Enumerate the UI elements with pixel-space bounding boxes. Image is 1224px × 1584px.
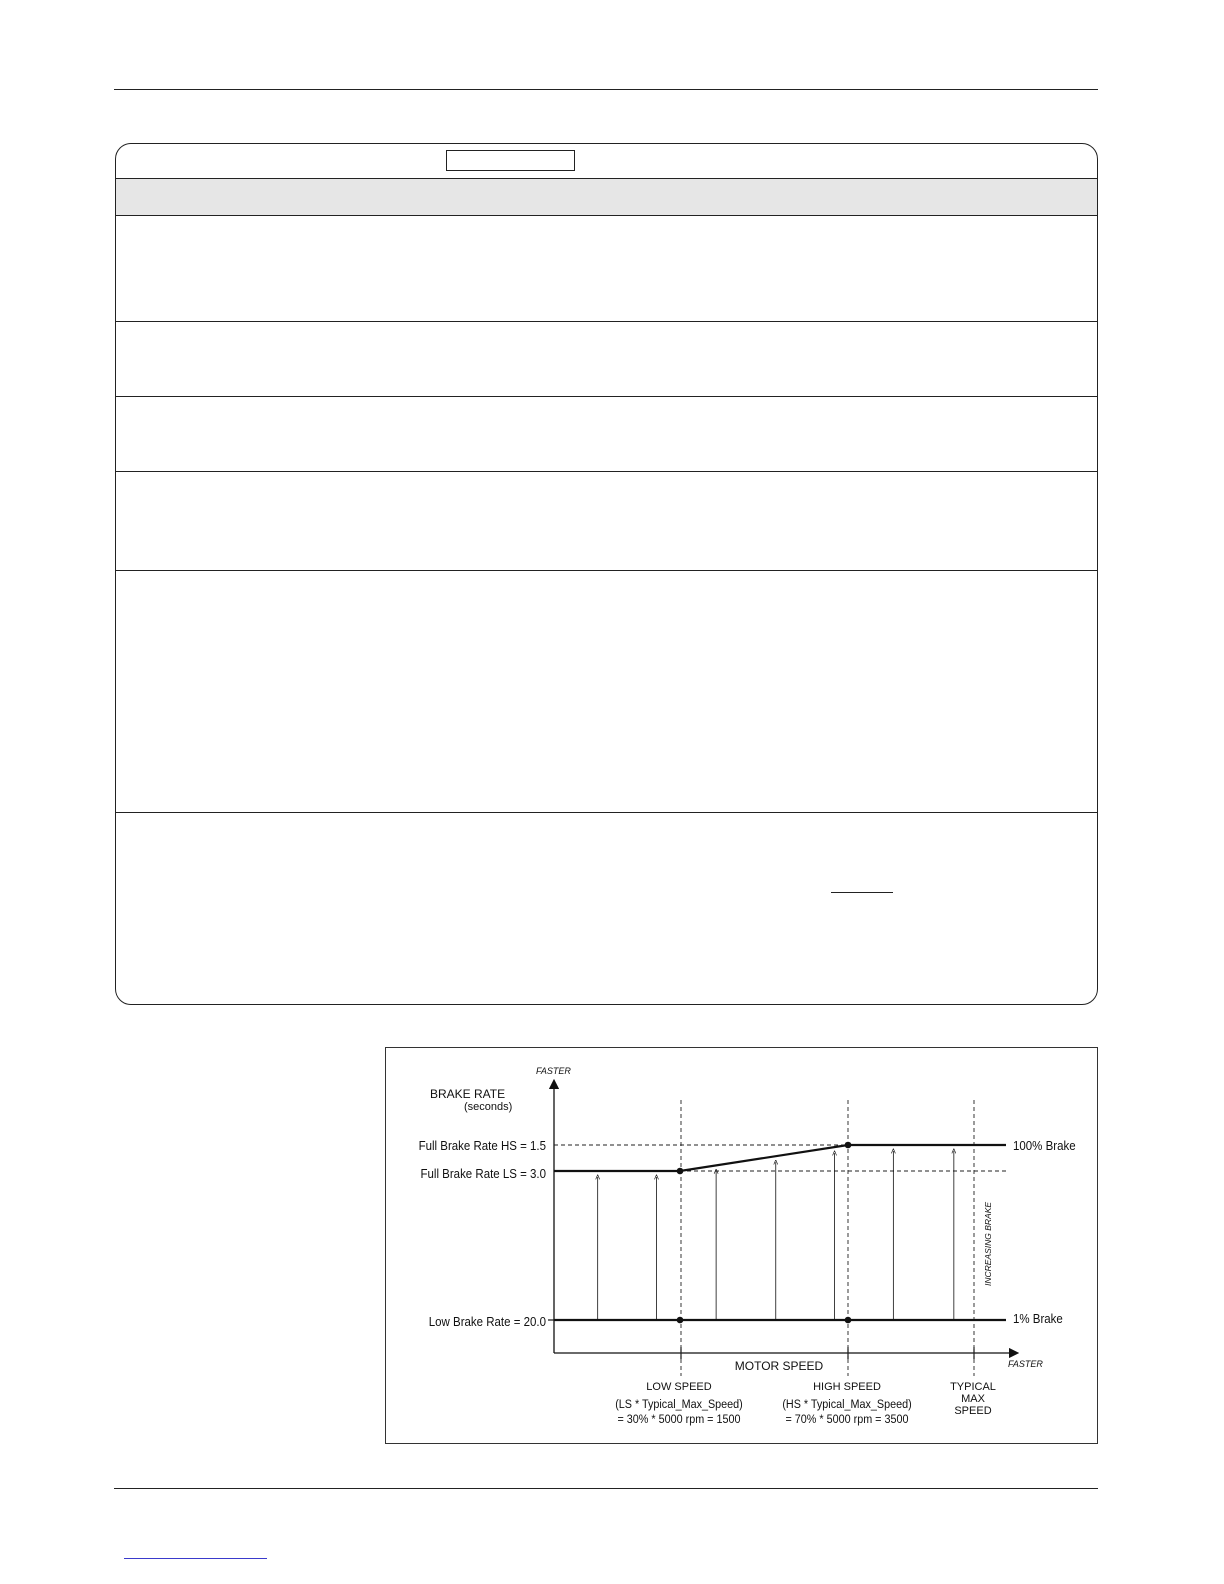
label-low-brake: Low Brake Rate = 20.0 [428, 1314, 546, 1330]
label-100-percent-brake: 100% Brake [1013, 1138, 1076, 1154]
y-axis-units: (seconds) [464, 1101, 513, 1113]
low-speed-formula: (LS * Typical_Max_Speed) [615, 1398, 743, 1412]
x-faster-label: FASTER [1008, 1359, 1043, 1369]
full-brake-rate-line [554, 1145, 1006, 1171]
label-full-brake-hs: Full Brake Rate HS = 1.5 [418, 1138, 546, 1154]
typical-max-speed-line2: MAX [961, 1393, 985, 1405]
table-row-divider [116, 321, 1097, 322]
footer-link-underline[interactable] [124, 1558, 267, 1559]
low-speed-label: LOW SPEED [646, 1381, 712, 1393]
table-title-box [446, 150, 575, 171]
high-speed-formula: (HS * Typical_Max_Speed) [782, 1398, 912, 1412]
label-1-percent-brake: 1% Brake [1013, 1311, 1063, 1327]
breakpoint-dot [677, 1317, 684, 1324]
table-header-band [116, 178, 1097, 216]
label-full-brake-ls: Full Brake Rate LS = 3.0 [420, 1166, 546, 1182]
header-rule [114, 89, 1098, 90]
high-speed-value: = 70% * 5000 rpm = 3500 [785, 1413, 909, 1427]
table-row-divider [116, 570, 1097, 571]
breakpoint-dots [677, 1142, 852, 1324]
breakpoint-dot [845, 1317, 852, 1324]
high-speed-label: HIGH SPEED [813, 1381, 881, 1393]
brake-rate-chart [386, 1048, 1099, 1445]
increasing-brake-note: INCREASING BRAKE [983, 1201, 993, 1287]
y-axis-title: BRAKE RATE [430, 1087, 506, 1101]
typical-max-speed-line3: SPEED [954, 1405, 992, 1417]
parameter-table [115, 143, 1098, 1005]
underlined-text-mark [831, 892, 893, 893]
low-speed-value: = 30% * 5000 rpm = 1500 [617, 1413, 741, 1427]
table-row-divider [116, 396, 1097, 397]
footer-rule [114, 1488, 1098, 1489]
y-faster-label: FASTER [536, 1066, 571, 1076]
x-axis-title: MOTOR SPEED [734, 1359, 824, 1373]
guide-lines [554, 1100, 1006, 1376]
breakpoint-dot [677, 1168, 684, 1175]
table-row-divider [116, 812, 1097, 813]
brake-rate-figure [385, 1047, 1098, 1444]
breakpoint-dot [845, 1142, 852, 1149]
table-row-divider [116, 471, 1097, 472]
increasing-brake-arrows [598, 1151, 954, 1320]
typical-max-speed-line1: TYPICAL [950, 1381, 996, 1393]
